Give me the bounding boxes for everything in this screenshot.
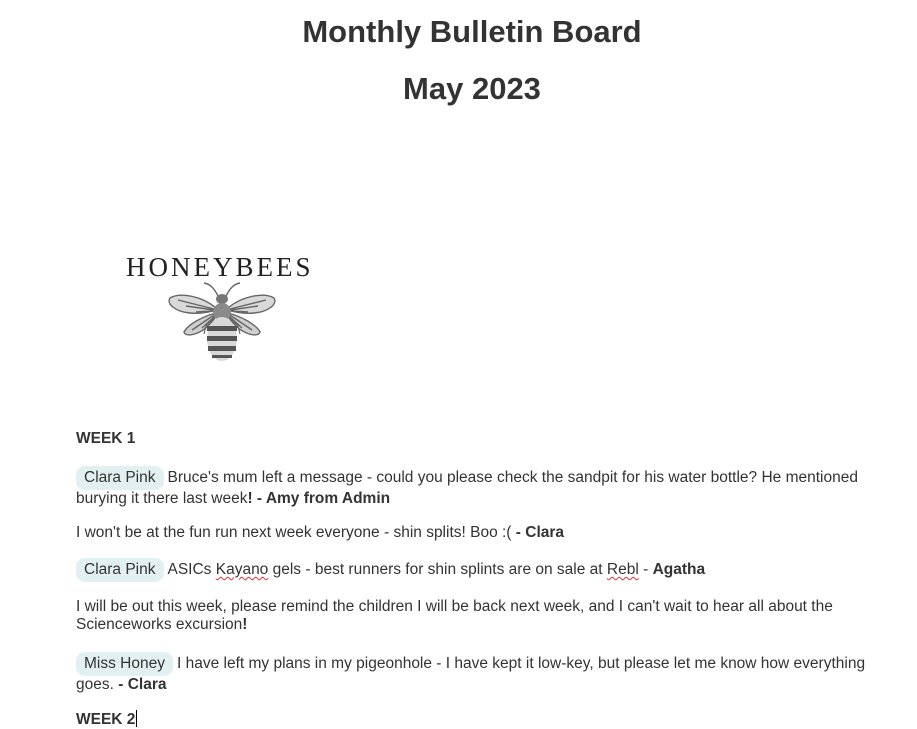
text-cursor	[136, 710, 137, 727]
bulletin-content	[76, 430, 876, 729]
post-text: gels - best runners for shin splints are on sale at	[268, 561, 607, 578]
post-text: -	[638, 561, 653, 578]
week-2-label: WEEK 2	[76, 711, 136, 728]
logo-wordmark: HONEYBEES	[126, 252, 314, 282]
post-signature: - Clara	[515, 524, 565, 541]
honeybees-logo	[126, 252, 328, 282]
post-signature: - Clara	[118, 676, 167, 693]
post-1	[76, 466, 876, 508]
post-text: Bruce's mum left a message - could you please check the sandpit for his water bottle? He mentioned burying it there last week	[76, 469, 858, 507]
post-4	[76, 598, 876, 634]
post-2	[76, 524, 876, 542]
post-text: I have left my plans in my pigeonhole - I have kept it low-key, but please let me know how everything goes.	[76, 655, 866, 693]
mention-chip[interactable]: Clara Pink	[76, 558, 164, 582]
mention-chip[interactable]: Clara Pink	[76, 466, 164, 490]
post-text: ASICs	[167, 561, 216, 578]
page-title: Monthly Bulletin Board	[302, 14, 642, 49]
post-signature: Agatha	[652, 561, 706, 578]
post-signature: !	[242, 616, 248, 633]
misspelled-word: Kayano	[215, 561, 269, 578]
post-text: I will be out this week, please remind the children I will be back next week, and I can't wait to hear all about the Scienceworks excursion	[76, 598, 833, 633]
mention-chip[interactable]: Miss Honey	[76, 652, 173, 676]
week-1-heading: WEEK 1	[76, 430, 136, 447]
post-3	[76, 558, 876, 582]
misspelled-word: Rebl	[606, 561, 639, 578]
bee-icon	[166, 282, 278, 364]
post-signature: ! - Amy from Admin	[247, 490, 391, 507]
page-subtitle: May 2023	[403, 71, 541, 106]
week-2-heading[interactable]	[76, 710, 876, 729]
post-text: I won't be at the fun run next week everyone - shin splits! Boo :(	[76, 524, 516, 541]
post-5	[76, 652, 876, 694]
